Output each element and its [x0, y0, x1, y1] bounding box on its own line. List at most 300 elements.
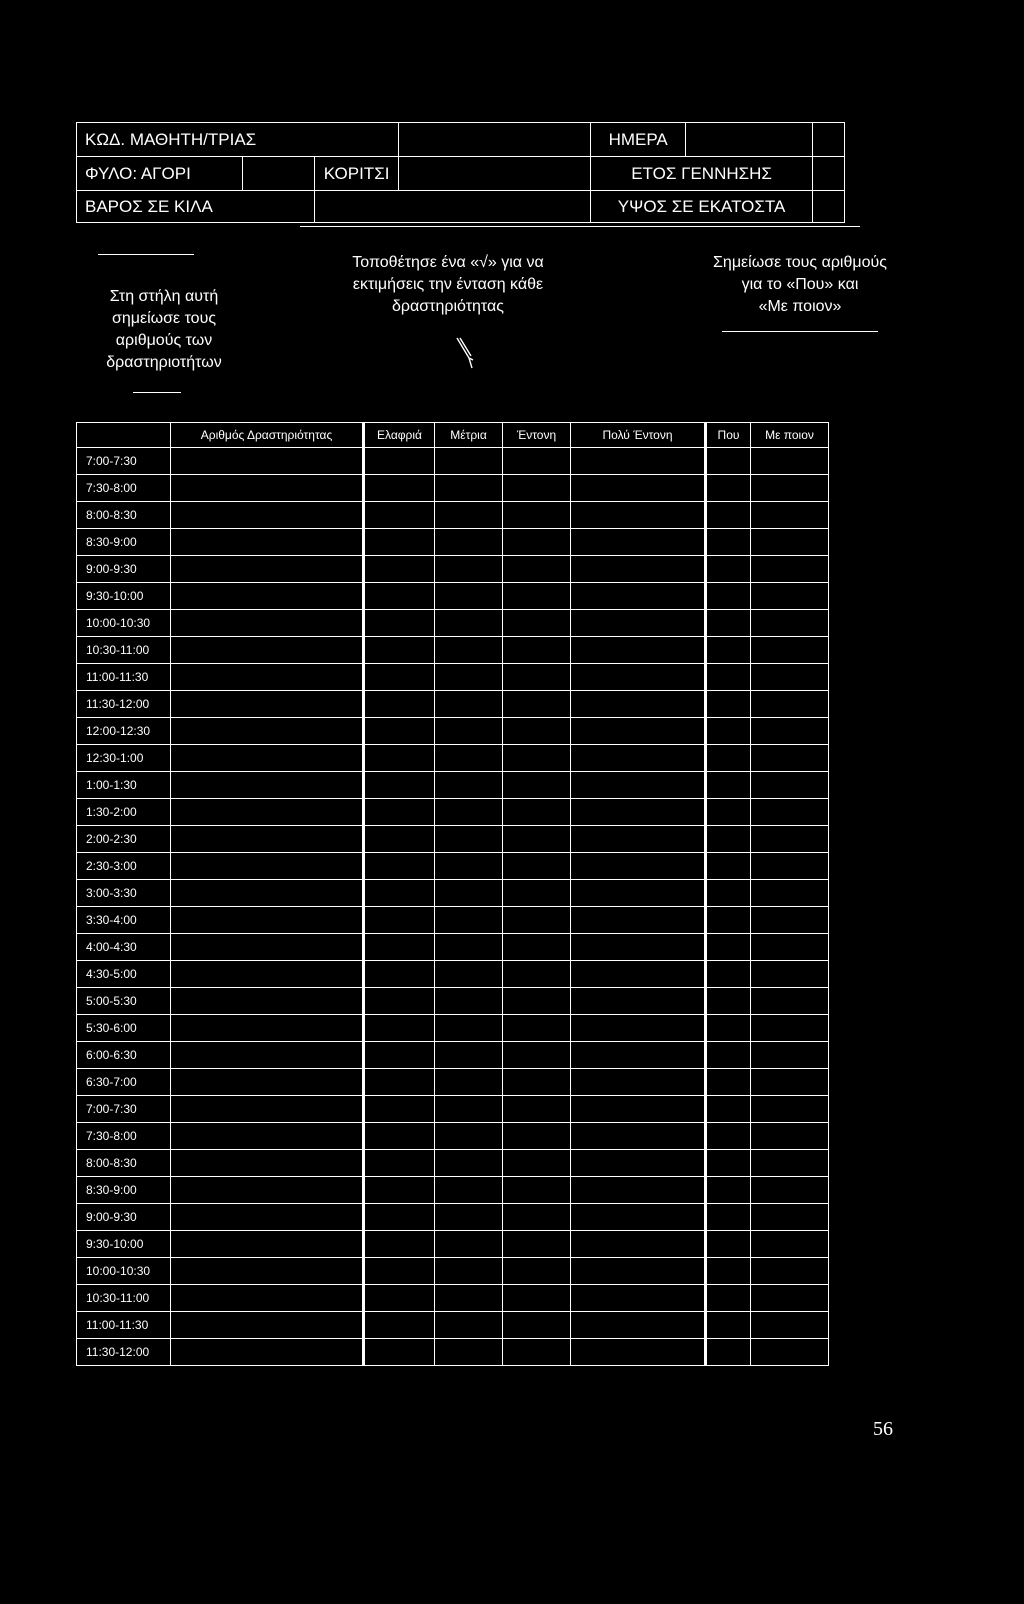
activity-number-cell[interactable]	[171, 448, 364, 475]
very-intense-cell[interactable]	[571, 772, 706, 799]
intense-cell[interactable]	[503, 1177, 571, 1204]
log-row	[77, 1123, 829, 1150]
with-whom-cell[interactable]	[751, 1339, 829, 1366]
moderate-cell[interactable]	[435, 691, 503, 718]
intense-cell[interactable]	[503, 1258, 571, 1285]
light-cell[interactable]	[364, 583, 435, 610]
where-cell[interactable]	[706, 448, 751, 475]
instruction-stroke	[133, 392, 181, 393]
moderate-cell[interactable]	[435, 1096, 503, 1123]
very-intense-cell[interactable]	[571, 475, 706, 502]
very-intense-cell[interactable]	[571, 907, 706, 934]
light-cell[interactable]	[364, 1339, 435, 1366]
activity-number-cell[interactable]	[171, 988, 364, 1015]
activity-number-cell[interactable]	[171, 1258, 364, 1285]
where-cell[interactable]	[706, 853, 751, 880]
intense-cell[interactable]	[503, 1150, 571, 1177]
intense-cell[interactable]	[503, 772, 571, 799]
with-whom-cell[interactable]	[751, 475, 829, 502]
light-cell[interactable]	[364, 448, 435, 475]
intense-cell[interactable]	[503, 907, 571, 934]
light-cell[interactable]	[364, 934, 435, 961]
very-intense-cell[interactable]	[571, 880, 706, 907]
very-intense-cell[interactable]	[571, 826, 706, 853]
intense-cell[interactable]	[503, 448, 571, 475]
where-cell[interactable]	[706, 475, 751, 502]
moderate-cell[interactable]	[435, 637, 503, 664]
with-whom-cell[interactable]	[751, 529, 829, 556]
very-intense-cell[interactable]	[571, 448, 706, 475]
moderate-cell[interactable]	[435, 1177, 503, 1204]
activity-number-cell[interactable]	[171, 664, 364, 691]
where-cell[interactable]	[706, 907, 751, 934]
very-intense-cell[interactable]	[571, 1285, 706, 1312]
where-cell[interactable]	[706, 988, 751, 1015]
intense-header: Έντονη	[503, 423, 571, 448]
with-whom-cell[interactable]	[751, 1042, 829, 1069]
intense-cell[interactable]	[503, 502, 571, 529]
with-whom-cell[interactable]	[751, 1231, 829, 1258]
very-intense-cell[interactable]	[571, 1096, 706, 1123]
moderate-cell[interactable]	[435, 1069, 503, 1096]
weight-label: ΒΑΡΟΣ ΣΕ ΚΙΛΑ	[77, 191, 315, 223]
intense-cell[interactable]	[503, 1096, 571, 1123]
light-cell[interactable]	[364, 1204, 435, 1231]
activity-number-cell[interactable]	[171, 556, 364, 583]
instruction-line: Στη στήλη αυτή	[109, 288, 219, 305]
light-cell[interactable]	[364, 502, 435, 529]
activity-number-cell[interactable]	[171, 502, 364, 529]
student-code-field[interactable]	[399, 123, 591, 157]
moderate-cell[interactable]	[435, 1042, 503, 1069]
activity-number-cell[interactable]	[171, 826, 364, 853]
intense-cell[interactable]	[503, 799, 571, 826]
moderate-cell[interactable]	[435, 1150, 503, 1177]
activity-number-cell[interactable]	[171, 1231, 364, 1258]
where-cell[interactable]	[706, 880, 751, 907]
intense-cell[interactable]	[503, 961, 571, 988]
time-slot-label: 9:30-10:00	[77, 1231, 171, 1258]
with-whom-cell[interactable]	[751, 583, 829, 610]
light-cell[interactable]	[364, 880, 435, 907]
moderate-cell[interactable]	[435, 1204, 503, 1231]
with-whom-cell[interactable]	[751, 880, 829, 907]
where-cell[interactable]	[706, 772, 751, 799]
moderate-cell[interactable]	[435, 448, 503, 475]
moderate-cell[interactable]	[435, 1312, 503, 1339]
with-whom-cell[interactable]	[751, 853, 829, 880]
activity-number-cell[interactable]	[171, 1150, 364, 1177]
moderate-cell[interactable]	[435, 1015, 503, 1042]
where-cell[interactable]	[706, 1069, 751, 1096]
light-cell[interactable]	[364, 1258, 435, 1285]
moderate-cell[interactable]	[435, 826, 503, 853]
where-cell[interactable]	[706, 583, 751, 610]
very-intense-cell[interactable]	[571, 1231, 706, 1258]
light-cell[interactable]	[364, 610, 435, 637]
light-cell[interactable]	[364, 1042, 435, 1069]
light-cell[interactable]	[364, 1150, 435, 1177]
very-intense-cell[interactable]	[571, 637, 706, 664]
intense-cell[interactable]	[503, 853, 571, 880]
activity-number-cell[interactable]	[171, 1042, 364, 1069]
time-slot-label: 5:00-5:30	[77, 988, 171, 1015]
moderate-cell[interactable]	[435, 934, 503, 961]
with-whom-cell[interactable]	[751, 1069, 829, 1096]
instruction-line: Σημείωσε τους αριθμούς	[713, 254, 887, 271]
very-intense-cell[interactable]	[571, 1150, 706, 1177]
time-slot-label: 10:30-11:00	[77, 637, 171, 664]
where-header: Που	[706, 423, 751, 448]
light-cell[interactable]	[364, 988, 435, 1015]
very-intense-cell[interactable]	[571, 799, 706, 826]
log-row	[77, 556, 829, 583]
time-slot-label: 9:00-9:30	[77, 556, 171, 583]
with-whom-cell[interactable]	[751, 502, 829, 529]
where-cell[interactable]	[706, 718, 751, 745]
very-intense-cell[interactable]	[571, 691, 706, 718]
activity-log-table	[76, 422, 829, 1366]
light-cell[interactable]	[364, 826, 435, 853]
log-row	[77, 853, 829, 880]
instruction-line: εκτιμήσεις την ένταση κάθε	[352, 276, 544, 293]
intense-cell[interactable]	[503, 1204, 571, 1231]
moderate-cell[interactable]	[435, 556, 503, 583]
light-cell[interactable]	[364, 772, 435, 799]
day-field[interactable]	[685, 123, 812, 157]
activity-number-cell[interactable]	[171, 1204, 364, 1231]
light-cell[interactable]	[364, 745, 435, 772]
log-row	[77, 772, 829, 799]
height-field[interactable]	[812, 191, 844, 223]
activity-number-cell[interactable]	[171, 1096, 364, 1123]
light-cell[interactable]	[364, 1312, 435, 1339]
page-number: 56	[873, 1418, 893, 1440]
where-cell[interactable]	[706, 1285, 751, 1312]
with-whom-cell[interactable]	[751, 745, 829, 772]
moderate-cell[interactable]	[435, 880, 503, 907]
intense-cell[interactable]	[503, 1339, 571, 1366]
where-cell[interactable]	[706, 1312, 751, 1339]
where-cell[interactable]	[706, 961, 751, 988]
light-cell[interactable]	[364, 961, 435, 988]
log-row	[77, 1204, 829, 1231]
where-cell[interactable]	[706, 1150, 751, 1177]
where-cell[interactable]	[706, 502, 751, 529]
moderate-cell[interactable]	[435, 583, 503, 610]
activity-number-cell[interactable]	[171, 718, 364, 745]
with-whom-cell[interactable]	[751, 610, 829, 637]
instruction-where-with-whom	[690, 252, 910, 318]
time-slot-label: 4:00-4:30	[77, 934, 171, 961]
intense-cell[interactable]	[503, 664, 571, 691]
log-row	[77, 529, 829, 556]
moderate-cell[interactable]	[435, 529, 503, 556]
log-row	[77, 1231, 829, 1258]
where-cell[interactable]	[706, 664, 751, 691]
intense-cell[interactable]	[503, 637, 571, 664]
girl-checkbox[interactable]	[399, 157, 591, 191]
very-intense-cell[interactable]	[571, 556, 706, 583]
activity-number-cell[interactable]	[171, 880, 364, 907]
with-whom-cell[interactable]	[751, 799, 829, 826]
birth-year-field[interactable]	[812, 157, 844, 191]
activity-number-cell[interactable]	[171, 1312, 364, 1339]
activity-number-cell[interactable]	[171, 1285, 364, 1312]
where-cell[interactable]	[706, 1096, 751, 1123]
moderate-cell[interactable]	[435, 1339, 503, 1366]
with-whom-cell[interactable]	[751, 772, 829, 799]
intense-cell[interactable]	[503, 1042, 571, 1069]
very-intense-cell[interactable]	[571, 529, 706, 556]
light-cell[interactable]	[364, 853, 435, 880]
instruction-activity-number	[84, 286, 244, 374]
where-cell[interactable]	[706, 556, 751, 583]
with-whom-cell[interactable]	[751, 1150, 829, 1177]
instruction-stroke	[98, 254, 194, 255]
time-slot-label: 7:00-7:30	[77, 1096, 171, 1123]
where-cell[interactable]	[706, 826, 751, 853]
very-intense-cell[interactable]	[571, 1204, 706, 1231]
activity-number-cell[interactable]	[171, 1069, 364, 1096]
where-cell[interactable]	[706, 637, 751, 664]
with-whom-cell[interactable]	[751, 718, 829, 745]
intense-cell[interactable]	[503, 1069, 571, 1096]
activity-number-cell[interactable]	[171, 907, 364, 934]
activity-number-cell[interactable]	[171, 853, 364, 880]
with-whom-cell[interactable]	[751, 691, 829, 718]
activity-number-cell[interactable]	[171, 475, 364, 502]
very-intense-cell[interactable]	[571, 583, 706, 610]
light-cell[interactable]	[364, 664, 435, 691]
moderate-cell[interactable]	[435, 1123, 503, 1150]
very-intense-cell[interactable]	[571, 1042, 706, 1069]
where-cell[interactable]	[706, 691, 751, 718]
intense-cell[interactable]	[503, 1123, 571, 1150]
instruction-stroke	[722, 331, 878, 332]
very-intense-cell[interactable]	[571, 988, 706, 1015]
moderate-cell[interactable]	[435, 718, 503, 745]
time-slot-label: 1:30-2:00	[77, 799, 171, 826]
light-cell[interactable]	[364, 1015, 435, 1042]
instruction-line: σημείωσε τους	[111, 310, 217, 327]
intense-cell[interactable]	[503, 1231, 571, 1258]
activity-number-cell[interactable]	[171, 745, 364, 772]
light-cell[interactable]	[364, 1123, 435, 1150]
activity-number-cell[interactable]	[171, 691, 364, 718]
moderate-cell[interactable]	[435, 1258, 503, 1285]
activity-number-cell[interactable]	[171, 799, 364, 826]
time-column-header	[77, 423, 171, 448]
log-row	[77, 961, 829, 988]
weight-field[interactable]	[314, 191, 590, 223]
time-slot-label: 1:00-1:30	[77, 772, 171, 799]
moderate-cell[interactable]	[435, 772, 503, 799]
moderate-cell[interactable]	[435, 961, 503, 988]
light-cell[interactable]	[364, 1177, 435, 1204]
instruction-line: «Με ποιον»	[758, 298, 842, 315]
activity-number-cell[interactable]	[171, 934, 364, 961]
time-slot-label: 8:30-9:00	[77, 1177, 171, 1204]
with-whom-cell[interactable]	[751, 934, 829, 961]
log-header-row	[77, 423, 829, 448]
with-whom-cell[interactable]	[751, 1312, 829, 1339]
where-cell[interactable]	[706, 529, 751, 556]
where-cell[interactable]	[706, 1015, 751, 1042]
moderate-cell[interactable]	[435, 664, 503, 691]
light-cell[interactable]	[364, 556, 435, 583]
with-whom-cell[interactable]	[751, 1285, 829, 1312]
log-row	[77, 475, 829, 502]
very-intense-cell[interactable]	[571, 745, 706, 772]
boy-checkbox[interactable]	[243, 157, 315, 191]
with-whom-cell[interactable]	[751, 988, 829, 1015]
intense-cell[interactable]	[503, 1015, 571, 1042]
with-whom-cell[interactable]	[751, 556, 829, 583]
very-intense-cell[interactable]	[571, 664, 706, 691]
log-row	[77, 1258, 829, 1285]
moderate-cell[interactable]	[435, 1285, 503, 1312]
activity-number-cell[interactable]	[171, 1177, 364, 1204]
time-slot-label: 11:30-12:00	[77, 1339, 171, 1366]
intense-cell[interactable]	[503, 529, 571, 556]
moderate-cell[interactable]	[435, 988, 503, 1015]
where-cell[interactable]	[706, 1258, 751, 1285]
where-cell[interactable]	[706, 934, 751, 961]
time-slot-label: 11:00-11:30	[77, 1312, 171, 1339]
intense-cell[interactable]	[503, 988, 571, 1015]
activity-number-cell[interactable]	[171, 1123, 364, 1150]
light-cell[interactable]	[364, 1231, 435, 1258]
where-cell[interactable]	[706, 1123, 751, 1150]
where-cell[interactable]	[706, 1339, 751, 1366]
with-whom-cell[interactable]	[751, 1204, 829, 1231]
light-cell[interactable]	[364, 691, 435, 718]
activity-number-cell[interactable]	[171, 961, 364, 988]
activity-number-cell[interactable]	[171, 529, 364, 556]
very-intense-cell[interactable]	[571, 1123, 706, 1150]
very-intense-cell[interactable]	[571, 961, 706, 988]
sex-boy-label: ΦΥΛΟ: ΑΓΟΡΙ	[77, 157, 243, 191]
log-row	[77, 1015, 829, 1042]
birth-year-label: ΕΤΟΣ ΓΕΝΝΗΣΗΣ	[591, 157, 812, 191]
with-whom-cell[interactable]	[751, 961, 829, 988]
moderate-cell[interactable]	[435, 799, 503, 826]
intense-cell[interactable]	[503, 475, 571, 502]
with-whom-cell[interactable]	[751, 1015, 829, 1042]
with-whom-cell[interactable]	[751, 1123, 829, 1150]
light-cell[interactable]	[364, 529, 435, 556]
light-cell[interactable]	[364, 475, 435, 502]
intense-cell[interactable]	[503, 718, 571, 745]
moderate-cell[interactable]	[435, 853, 503, 880]
time-slot-label: 7:30-8:00	[77, 475, 171, 502]
light-cell[interactable]	[364, 1285, 435, 1312]
time-slot-label: 5:30-6:00	[77, 1015, 171, 1042]
very-intense-cell[interactable]	[571, 1177, 706, 1204]
light-cell[interactable]	[364, 1069, 435, 1096]
with-whom-cell[interactable]	[751, 448, 829, 475]
light-cell[interactable]	[364, 907, 435, 934]
moderate-cell[interactable]	[435, 475, 503, 502]
log-row	[77, 934, 829, 961]
where-cell[interactable]	[706, 1042, 751, 1069]
with-whom-cell[interactable]	[751, 1177, 829, 1204]
student-info-table	[76, 122, 845, 223]
very-intense-cell[interactable]	[571, 610, 706, 637]
with-whom-cell[interactable]	[751, 664, 829, 691]
time-slot-label: 3:30-4:00	[77, 907, 171, 934]
with-whom-cell[interactable]	[751, 907, 829, 934]
moderate-cell[interactable]	[435, 610, 503, 637]
time-slot-label: 4:30-5:00	[77, 961, 171, 988]
where-cell[interactable]	[706, 610, 751, 637]
where-cell[interactable]	[706, 799, 751, 826]
log-row	[77, 1096, 829, 1123]
log-row	[77, 1042, 829, 1069]
where-cell[interactable]	[706, 1231, 751, 1258]
with-whom-cell[interactable]	[751, 1096, 829, 1123]
intense-cell[interactable]	[503, 556, 571, 583]
very-intense-cell[interactable]	[571, 1069, 706, 1096]
very-intense-cell[interactable]	[571, 1258, 706, 1285]
where-cell[interactable]	[706, 1204, 751, 1231]
moderate-cell[interactable]	[435, 745, 503, 772]
very-intense-cell[interactable]	[571, 1312, 706, 1339]
very-intense-cell[interactable]	[571, 853, 706, 880]
very-intense-cell[interactable]	[571, 502, 706, 529]
time-slot-label: 7:30-8:00	[77, 1123, 171, 1150]
intense-cell[interactable]	[503, 1285, 571, 1312]
activity-number-cell[interactable]	[171, 772, 364, 799]
moderate-cell[interactable]	[435, 907, 503, 934]
very-intense-cell[interactable]	[571, 1015, 706, 1042]
with-whom-cell[interactable]	[751, 826, 829, 853]
with-whom-cell[interactable]	[751, 1258, 829, 1285]
intense-cell[interactable]	[503, 880, 571, 907]
intense-cell[interactable]	[503, 691, 571, 718]
light-cell[interactable]	[364, 1096, 435, 1123]
intense-cell[interactable]	[503, 583, 571, 610]
light-cell[interactable]	[364, 637, 435, 664]
intense-cell[interactable]	[503, 745, 571, 772]
moderate-cell[interactable]	[435, 1231, 503, 1258]
intense-cell[interactable]	[503, 1312, 571, 1339]
activity-number-cell[interactable]	[171, 637, 364, 664]
light-cell[interactable]	[364, 718, 435, 745]
log-row	[77, 1069, 829, 1096]
light-cell[interactable]	[364, 799, 435, 826]
intense-cell[interactable]	[503, 610, 571, 637]
intense-cell[interactable]	[503, 934, 571, 961]
day-field-extra[interactable]	[812, 123, 844, 157]
intense-cell[interactable]	[503, 826, 571, 853]
very-intense-cell[interactable]	[571, 718, 706, 745]
log-row	[77, 988, 829, 1015]
activity-number-cell[interactable]	[171, 583, 364, 610]
very-intense-cell[interactable]	[571, 934, 706, 961]
with-whom-cell[interactable]	[751, 637, 829, 664]
activity-number-cell[interactable]	[171, 610, 364, 637]
time-slot-label: 11:30-12:00	[77, 691, 171, 718]
activity-number-cell[interactable]	[171, 1015, 364, 1042]
moderate-cell[interactable]	[435, 502, 503, 529]
very-intense-cell[interactable]	[571, 1339, 706, 1366]
activity-number-cell[interactable]	[171, 1339, 364, 1366]
where-cell[interactable]	[706, 1177, 751, 1204]
pen-icon	[455, 336, 479, 370]
where-cell[interactable]	[706, 745, 751, 772]
